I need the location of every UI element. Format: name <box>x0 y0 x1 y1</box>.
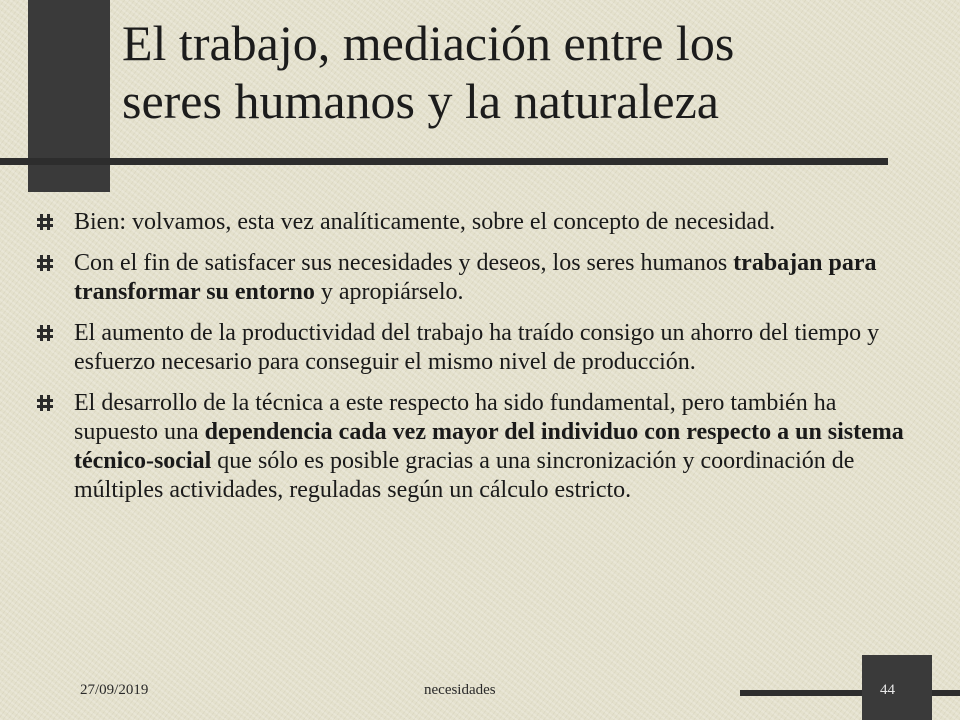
bullet-text: Con el fin de satisfacer sus necesidades y deseos, los seres humanos trabajan para transformar su entorno y apropiárselo. <box>74 250 877 305</box>
bullet-item <box>36 249 916 307</box>
bullet-hash-icon <box>36 254 54 272</box>
bullet-hash-icon <box>36 324 54 342</box>
bullet-item <box>36 389 916 505</box>
bullet-hash-icon <box>36 213 54 231</box>
bullet-list <box>36 208 916 517</box>
bullet-text: El desarrollo de la técnica a este respecto ha sido fundamental, pero también ha supuesto una dependencia cada vez mayor del individuo con respecto a un sistema técnico-social que sólo es posible gracias a una sincronización y coordinación de múltiples actividades, reguladas según un cálculo estricto. <box>74 390 904 503</box>
slide-number: 44 <box>880 682 895 698</box>
bullet-text: El aumento de la productividad del trabajo ha traído consigo un ahorro del tiempo y esfuerzo necesario para conseguir el mismo nivel de producción. <box>74 320 880 375</box>
title-underline <box>0 158 888 165</box>
footer-date: 27/09/2019 <box>80 682 149 698</box>
slide-title-line-2: seres humanos y la naturaleza <box>122 73 719 129</box>
bullet-hash-icon <box>36 394 54 412</box>
footer-topic: necesidades <box>424 682 496 698</box>
slide-title-line-1: El trabajo, mediación entre los <box>122 15 735 71</box>
bullet-text: Bien: volvamos, esta vez analíticamente, sobre el concepto de necesidad. <box>74 209 776 235</box>
slide-title <box>122 14 922 130</box>
bullet-item <box>36 208 916 237</box>
footer-accent-block <box>862 655 932 720</box>
bullet-item <box>36 319 916 377</box>
